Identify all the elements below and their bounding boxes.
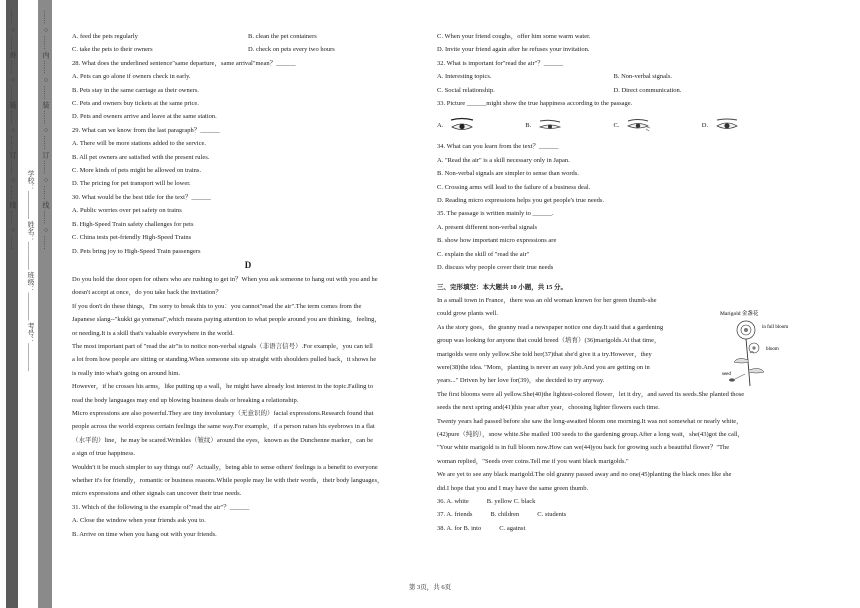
q32-option-b: B. Non-verbal signals. xyxy=(613,73,672,81)
cloze-line: As the story goes，the granny read a newspaper notice one day.It said that a gardening xyxy=(437,323,664,331)
page-footer: 第 3页，共 6页 xyxy=(408,584,452,591)
passage-line: Micro expressions are also powerful.They are tiny involuntary（无意识的）facial expressions.Research found that xyxy=(72,409,374,417)
question-34: 34. What can you learn from the text？______ xyxy=(437,143,559,151)
cloze-line: group was looking for anyone that could breed（培育）(36)marigolds.At that time， xyxy=(437,337,661,345)
q33-picture-b xyxy=(525,117,613,133)
q37-option-a: 37. A. friends xyxy=(437,511,473,519)
q27-option-c: C. take the pets to their owners xyxy=(72,46,153,54)
passage-line: Do you hold the door open for others who are rushing to get in？When you ask someone to hang out with you and he xyxy=(72,275,378,283)
passage-line: Wouldn't it be much simpler to say things out？Actually，being able to sense others' feelings is a benefit to everyone xyxy=(72,463,378,471)
seed-icon xyxy=(729,374,745,382)
q33-picture-options xyxy=(437,110,790,140)
q33-picture-c xyxy=(614,117,702,133)
q35-option-d: D. discuss why people cover their true needs xyxy=(437,264,554,272)
cloze-line: "Your white marigold is in full bloom now.How can we(44)you back for growing such a beautiful flower？"The xyxy=(437,444,730,452)
q33-picture-a xyxy=(437,117,525,133)
passage-line: If you don't do these things，I'm sorry to break this to you：you cannot"read the air".The term comes from the xyxy=(72,302,362,310)
q32-option-d: D. Direct communication. xyxy=(613,86,682,94)
cloze-line: The first blooms were all yellow.She(40)the lightest-colored flower，let it dry，and saved its seeds.She planted those xyxy=(437,390,745,398)
q32-option-a: A. Interesting topics. xyxy=(437,73,492,81)
q32-options-row2 xyxy=(437,84,790,97)
q35-option-c: C. explain the skill of "read the air" xyxy=(437,250,530,258)
question-29: 29. What can we know from the last paragraph？______ xyxy=(72,126,220,134)
marigold-title-label: Marigold 金盏花 xyxy=(720,311,759,317)
full-bloom-label: in full bloom xyxy=(762,325,789,330)
q31-option-d: D. Invite your friend again after he refuses your invitation. xyxy=(437,46,590,54)
cloze-line: did.I hope that you and I may have the same green thumb. xyxy=(437,484,589,492)
passage-line: read the body languages may end up blowing business deals or breaking a relationship. xyxy=(72,396,299,404)
passage-line: （水平的）line，he may be scared.Wrinkles（皱纹）around the eyes，known as the Dunchenne marker，can be xyxy=(72,436,373,444)
cloze-line: Twenty years had passed before she saw the long-awaited bloom one morning.It was not somewhat or nearly white， xyxy=(437,417,743,425)
q32-option-c: C. Social relationship. xyxy=(437,86,495,94)
q35-option-b: B. show how important micro expressions are xyxy=(437,237,557,245)
passage-line: doesn't accept at once，do you take back the invitation？ xyxy=(72,289,222,297)
q31-option-b: B. Arrive on time when you hang out with your friends. xyxy=(72,530,217,538)
question-28: 28. What does the underlined sentence"same departure，same arrival"mean？______ xyxy=(72,59,296,67)
q36-option-a: 36. A. white xyxy=(437,498,469,505)
q30-option-d: D. Pets bring joy to High-Speed Train passengers xyxy=(72,247,201,255)
q29-option-d: D. The pricing for pet transport will be lower. xyxy=(72,180,191,188)
marigold-figure xyxy=(718,308,798,392)
passage-line: Japanese slang--"kukki ga yomenai",which means paying attention to what people around you are thinking，feeling， xyxy=(72,316,381,324)
passage-line: However，if he crosses his arms，like putting up a wall，he might have already lost interest in the topic.Failing to xyxy=(72,383,374,391)
q33-label-a: A. xyxy=(437,121,444,129)
question-30: 30. What would be the best title for the text？______ xyxy=(72,193,211,201)
narrow-eye-icon xyxy=(537,117,563,133)
cloze-line: woman replied，"Seeds over coins.Tell me if you want black marigolds." xyxy=(437,457,629,465)
q27-options-row2 xyxy=(72,43,424,56)
cloze-section-heading: 三、完形填空：本大题共 10 小题，共 15 分。 xyxy=(437,283,567,291)
q36-option-bc: B. yellow C. black xyxy=(486,498,536,505)
q28-option-c: C. Pets and owners buy tickets at the same price. xyxy=(72,100,199,108)
student-info-fields: 学校：________ 姓名：________ 班级：________ 考号：________ xyxy=(27,170,35,372)
right-column xyxy=(437,30,790,535)
wrinkled-eye-icon xyxy=(625,117,651,133)
q27-option-a: A. feed the pets regularly xyxy=(72,33,138,40)
cloze-line: marigolds were only yellow.She told her(37)that she'd give it a try.However，they xyxy=(437,350,652,358)
q31-option-a: A. Close the window when your friends ask you to. xyxy=(72,517,206,525)
bloom-bud-icon xyxy=(749,343,759,353)
question-32: 32. What is important for"read the air"？______ xyxy=(437,59,564,67)
q27-option-b: B. clean the pet containers xyxy=(248,33,317,40)
q31-option-c: C. When your friend coughs，offer him some warm water. xyxy=(437,33,591,40)
cloze-line: could grow plants well. xyxy=(437,310,499,318)
q34-option-d: D. Reading micro expressions helps you get people's true needs. xyxy=(437,197,605,205)
left-column xyxy=(72,30,424,541)
q35-option-a: A. present different non-verbal signals xyxy=(437,223,538,231)
cloze-line: In a small town in France，there was an old woman known for her green thumb-she xyxy=(437,296,657,304)
q27-options-row1 xyxy=(72,30,424,43)
stem-and-leaves-icon xyxy=(734,339,764,386)
q33-label-b: B. xyxy=(525,121,532,129)
question-33: 33. Picture ______might show the true happiness according to the passage. xyxy=(437,100,633,108)
wide-eye-icon xyxy=(714,117,740,133)
inner-cut-line: …… ○ …… 内 …… ○ …… 装 …… ○ …… 订 …… ○ …… 线 …… ○ …… xyxy=(42,10,50,250)
passage-line: a sign of true happiness. xyxy=(72,450,136,458)
passage-line: whether it's for friendly，romantic or business reasons.While people may lie with their words，their body languages， xyxy=(72,477,384,484)
cloze-line: We are yet to see any black marigold.The old granny passed away and no one(45)planting the black ones like she xyxy=(437,471,732,479)
binding-margin xyxy=(0,0,64,608)
q28-option-a: A. Pets can go alone if owners check in early. xyxy=(72,73,191,81)
q34-option-b: B. Non-verbal signals are simpler to sense than words. xyxy=(437,170,579,178)
q33-label-d: D. xyxy=(701,121,709,129)
q30-option-a: A. Public worries over pet safety on trains xyxy=(72,207,182,215)
q38-options xyxy=(437,522,790,535)
question-31: 31. Which of the following is the example of"read the air"？______ xyxy=(72,503,250,511)
q34-option-a: A. "Read the air" is a skill necessary only in Japan. xyxy=(437,156,570,164)
cloze-line: years..." Driven by her love for(39)，she decided to try anyway. xyxy=(437,377,605,385)
passage-line: micro expressions and other signals can uncover their true needs. xyxy=(72,490,242,498)
q28-option-b: B. Pets stay in the same carriage as their owners. xyxy=(72,86,199,94)
q37-option-c: C. students xyxy=(537,511,567,519)
passage-line: The most important part of "read the air"is to notice non-verbal signals（非语言信号）.For example，you can tell xyxy=(72,342,373,350)
passage-d xyxy=(72,273,424,501)
cloze-line: seeds the next spring and(41)this year after year，choosing lighter flowers each time. xyxy=(437,404,660,412)
q34-option-c: C. Crossing arms will lead to the failure of a business deal. xyxy=(437,183,591,191)
q38-option-ab: 38. A. for B. into xyxy=(437,524,482,532)
outer-cut-line: …… ○ …… 外 …… ○ …… 装 …… ○ …… 订 …… ○ …… 线 …… ○ …… xyxy=(9,10,17,250)
q30-option-c: C. China tests pet-friendly High-Speed Trains xyxy=(72,234,192,242)
q33-label-c: C. xyxy=(613,121,620,129)
q38-option-c: C. against xyxy=(499,524,526,532)
q27-option-d: D. check on pets every two hours xyxy=(248,46,335,54)
q28-option-d: D. Pets and owners arrive and leave at the same station. xyxy=(72,113,217,121)
full-bloom-flower-icon xyxy=(737,321,755,339)
q37-options xyxy=(437,508,790,521)
cloze-line: (42)pure（纯的），snow white.She mailed 100 seeds to the gardening group.After a long wait，she(43)got the call， xyxy=(437,430,745,438)
q33-picture-d xyxy=(702,117,790,133)
bloom-label: bloom xyxy=(766,347,779,352)
q29-option-b: B. All pet owners are satisfied with the present rules. xyxy=(72,153,210,161)
passage-line: a lot from how people are sitting or standing.When someone sits up straight with shoulders pulled back，it shows he xyxy=(72,356,377,364)
q37-option-b: B. children xyxy=(490,511,520,519)
section-d-heading: D xyxy=(244,259,252,270)
q29-option-c: C. More kinds of pets might be allowed on trains. xyxy=(72,167,202,175)
passage-line: or needing.It is a skill that's valuable everywhere in the world. xyxy=(72,329,234,337)
cloze-line: were(38)the idea. "Mom，planting is never an easy job.And you are getting on in xyxy=(437,363,650,371)
seed-label: seed xyxy=(722,372,731,377)
raised-brows-eye-icon xyxy=(449,117,475,133)
q32-options-row1 xyxy=(437,70,790,83)
q36-options xyxy=(437,495,790,508)
question-35: 35. The passage is written mainly to ______. xyxy=(437,210,554,218)
q29-option-a: A. There will be more stations added to the service. xyxy=(72,140,206,148)
passage-line: people across the world express certain feelings the same way.For example，if a person raises his eyebrows in a flat xyxy=(72,423,375,431)
passage-line: is really into what's going on around him. xyxy=(72,369,181,377)
q30-option-b: B. High-Speed Train safety challenges for pets xyxy=(72,220,194,228)
